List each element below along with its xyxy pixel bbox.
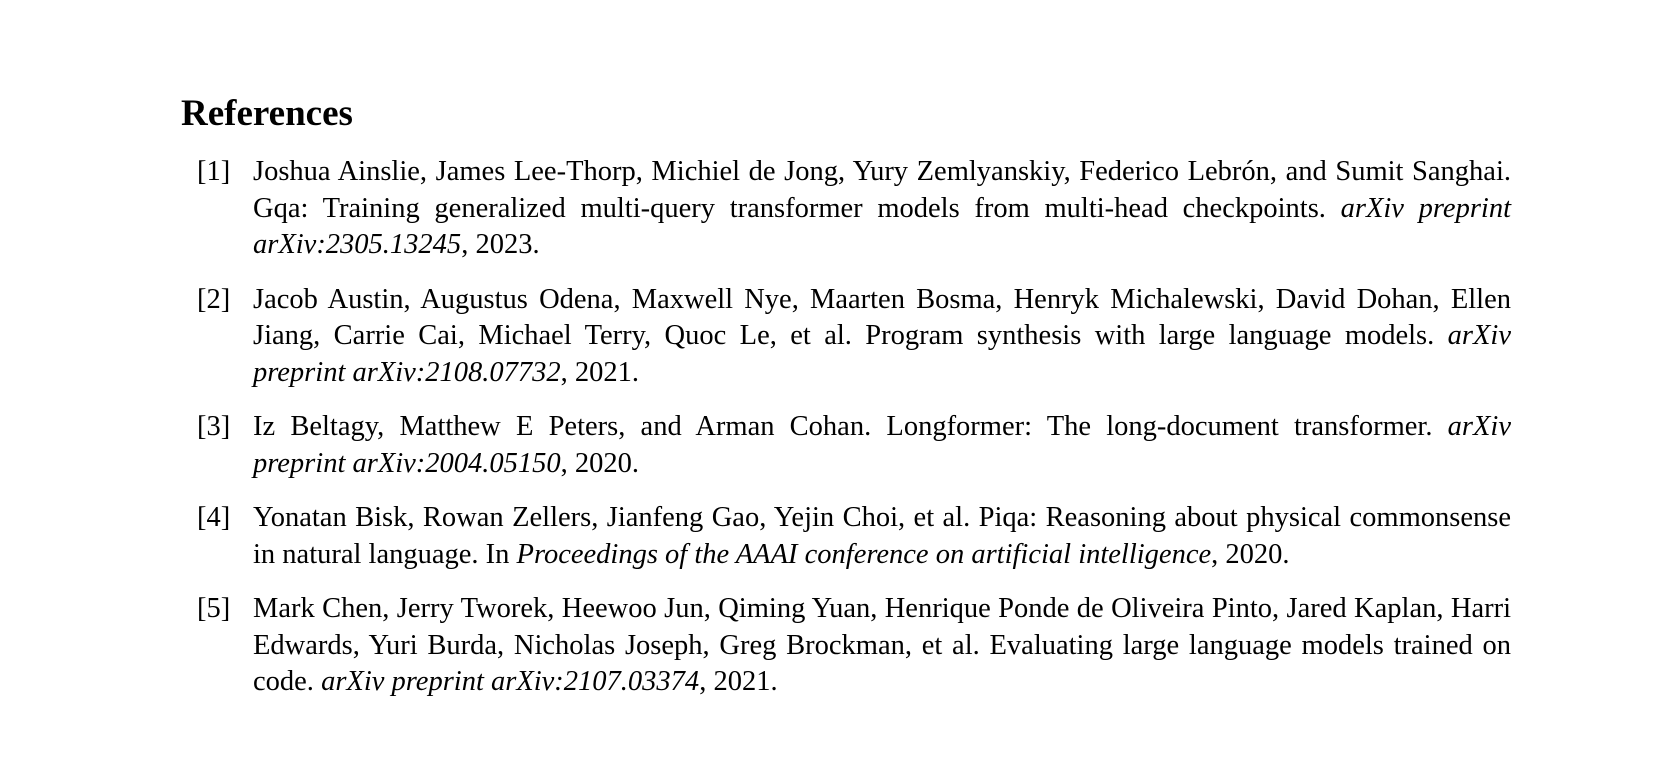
reference-authors-title: Yonatan Bisk, Rowan Zellers, Jianfeng Gao, Yejin Choi, et al. Piqa: Reasoning about physical commonsense in natural language. In (253, 502, 1511, 570)
reference-venue: arXiv preprint arXiv:2004.05150 (253, 411, 1511, 479)
reference-authors-title: Joshua Ainslie, James Lee-Thorp, Michiel de Jong, Yury Zemlyanskiy, Federico Lebrón, and Sumit Sanghai. Gqa: Training generalized multi-query transformer models from multi-head checkpoints. (253, 156, 1511, 224)
reference-number: [5] (197, 593, 231, 624)
reference-number: [2] (197, 283, 231, 315)
reference-venue: Proceedings of the AAAI conference on artificial intelligence (516, 538, 1212, 570)
reference-venue: arXiv preprint arXiv:2107.03374 (321, 666, 700, 697)
reference-year: , 2020. (560, 447, 640, 479)
reference-item (181, 500, 1511, 573)
reference-year: , 2023. (461, 229, 540, 260)
reference-list (181, 154, 1511, 701)
reference-venue: arXiv preprint arXiv:2108.07732 (253, 320, 1511, 388)
reference-item (181, 591, 1511, 701)
reference-item (181, 409, 1511, 482)
reference-venue: arXiv preprint arXiv:2305.13245 (253, 192, 1511, 260)
reference-authors-title: Jacob Austin, Augustus Odena, Maxwell Nye, Maarten Bosma, Henryk Michalewski, David Dohan, Ellen Jiang, Carrie Cai, Michael Terry, Quoc Le, et al. Program synthesis with large language models. (253, 283, 1511, 351)
reference-year: , 2020. (1211, 538, 1290, 570)
reference-authors-title: Iz Beltagy, Matthew E Peters, and Arman Cohan. Longformer: The long-document transformer. (253, 411, 1448, 442)
reference-number: [1] (197, 156, 231, 187)
reference-item (181, 282, 1511, 392)
references-page (181, 92, 1511, 719)
reference-number: [4] (197, 502, 231, 533)
section-title: References (181, 93, 353, 134)
reference-year: , 2021. (699, 666, 778, 697)
reference-number: [3] (197, 411, 231, 442)
reference-year: , 2021. (560, 356, 640, 388)
reference-item (181, 154, 1511, 264)
reference-authors-title: Mark Chen, Jerry Tworek, Heewoo Jun, Qiming Yuan, Henrique Ponde de Oliveira Pinto, Jared Kaplan, Harri Edwards, Yuri Burda, Nicholas Joseph, Greg Brockman, et al. Evaluating large language models trained on code. (253, 593, 1511, 697)
